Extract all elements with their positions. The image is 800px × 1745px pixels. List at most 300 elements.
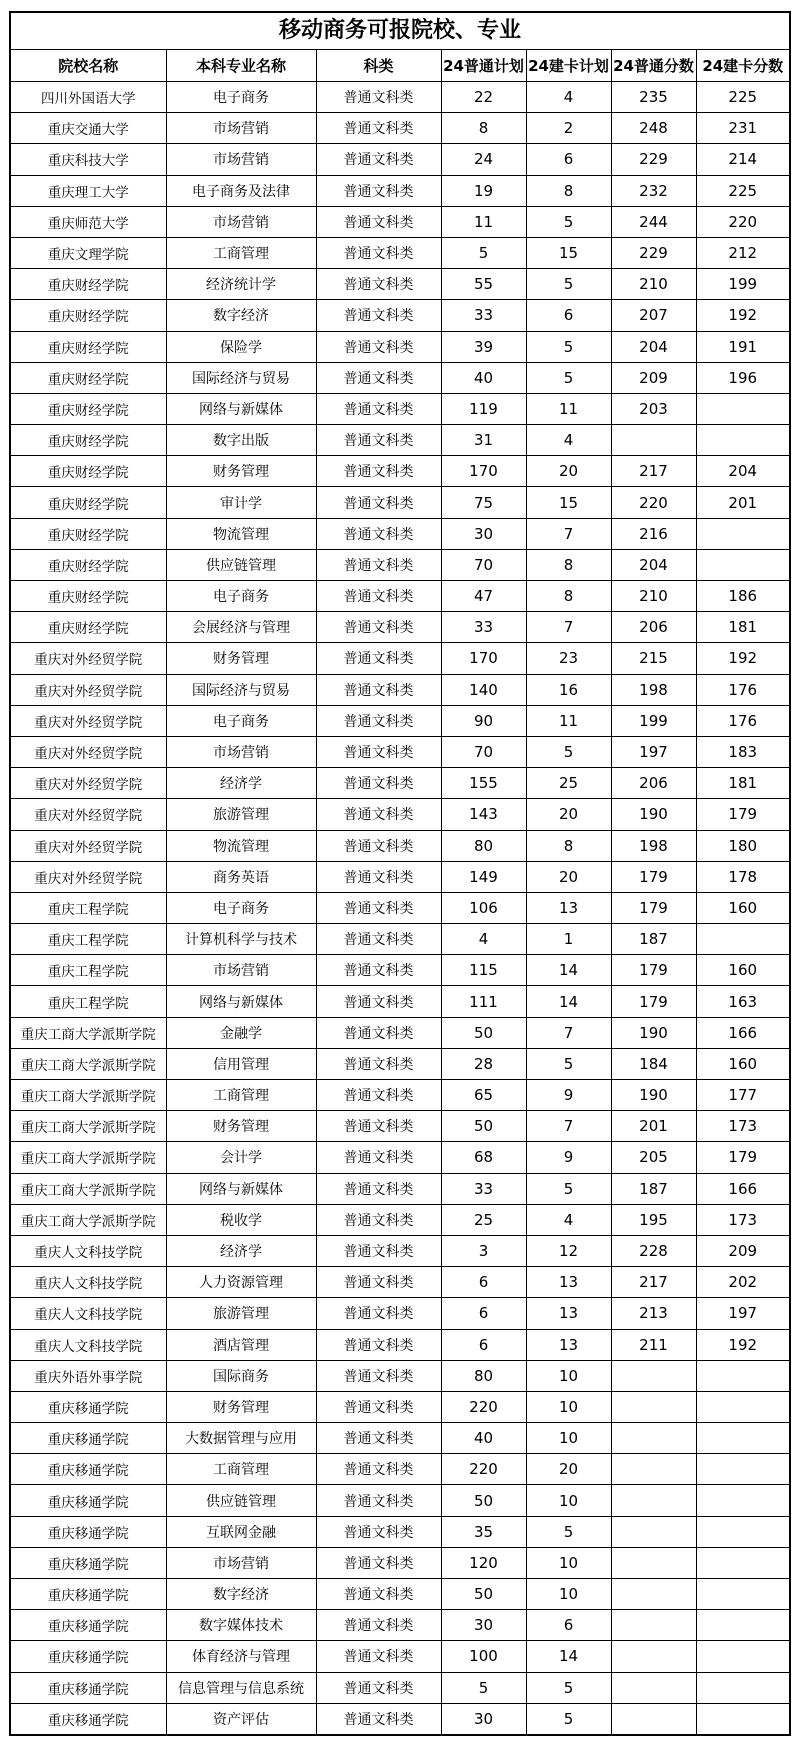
regular-plan-cell: 22: [441, 82, 526, 113]
regular-score-cell: 187: [611, 924, 696, 955]
regular-score-cell: 195: [611, 1204, 696, 1235]
regular-score-cell: [611, 1423, 696, 1454]
card-score-cell: 173: [696, 1111, 789, 1142]
card-score-cell: 199: [696, 269, 789, 300]
school-cell: 重庆财经学院: [11, 300, 166, 331]
card-score-cell: 183: [696, 736, 789, 767]
regular-plan-cell: 65: [441, 1080, 526, 1111]
regular-score-cell: [611, 1360, 696, 1391]
regular-score-cell: 201: [611, 1111, 696, 1142]
regular-plan-cell: 170: [441, 643, 526, 674]
card-plan-cell: 14: [526, 986, 611, 1017]
category-cell: 普通文科类: [316, 1360, 441, 1391]
header-major: 本科专业名称: [166, 50, 316, 82]
card-score-cell: 181: [696, 768, 789, 799]
card-plan-cell: 10: [526, 1579, 611, 1610]
card-score-cell: [696, 1547, 789, 1578]
regular-plan-cell: 75: [441, 487, 526, 518]
regular-score-cell: 179: [611, 892, 696, 923]
card-plan-cell: 13: [526, 1267, 611, 1298]
regular-score-cell: 217: [611, 1267, 696, 1298]
regular-plan-cell: 140: [441, 674, 526, 705]
regular-plan-cell: 30: [441, 1703, 526, 1734]
category-cell: 普通文科类: [316, 1672, 441, 1703]
category-cell: 普通文科类: [316, 113, 441, 144]
header-card-plan: 24建卡计划: [526, 50, 611, 82]
major-cell: 商务英语: [166, 861, 316, 892]
card-plan-cell: 5: [526, 331, 611, 362]
regular-score-cell: 179: [611, 955, 696, 986]
category-cell: 普通文科类: [316, 830, 441, 861]
table-row: [11, 362, 789, 393]
regular-plan-cell: 6: [441, 1329, 526, 1360]
card-plan-cell: 10: [526, 1547, 611, 1578]
regular-plan-cell: 19: [441, 175, 526, 206]
regular-score-cell: 232: [611, 175, 696, 206]
regular-score-cell: 215: [611, 643, 696, 674]
card-score-cell: 160: [696, 955, 789, 986]
regular-plan-cell: 170: [441, 456, 526, 487]
major-cell: 大数据管理与应用: [166, 1423, 316, 1454]
regular-score-cell: 217: [611, 456, 696, 487]
table-row: [11, 1360, 789, 1391]
table-row: [11, 1423, 789, 1454]
regular-plan-cell: 39: [441, 331, 526, 362]
card-score-cell: 177: [696, 1080, 789, 1111]
school-cell: 重庆对外经贸学院: [11, 768, 166, 799]
admission-table-sheet: [9, 11, 791, 1736]
school-cell: 重庆文理学院: [11, 237, 166, 268]
category-cell: 普通文科类: [316, 1703, 441, 1734]
school-cell: 重庆人文科技学院: [11, 1267, 166, 1298]
table-row: [11, 1485, 789, 1516]
card-score-cell: [696, 1672, 789, 1703]
table-row: [11, 1235, 789, 1266]
regular-score-cell: [611, 1610, 696, 1641]
card-plan-cell: 20: [526, 1454, 611, 1485]
table-title: 移动商务可报院校、专业: [11, 13, 789, 50]
card-plan-cell: 7: [526, 612, 611, 643]
category-cell: 普通文科类: [316, 425, 441, 456]
table-row: [11, 1454, 789, 1485]
card-plan-cell: 8: [526, 175, 611, 206]
card-score-cell: [696, 1454, 789, 1485]
card-plan-cell: 5: [526, 1703, 611, 1734]
major-cell: 人力资源管理: [166, 1267, 316, 1298]
regular-plan-cell: 4: [441, 924, 526, 955]
category-cell: 普通文科类: [316, 705, 441, 736]
card-score-cell: [696, 425, 789, 456]
regular-score-cell: [611, 1547, 696, 1578]
school-cell: 重庆财经学院: [11, 612, 166, 643]
table-row: [11, 1142, 789, 1173]
regular-score-cell: 204: [611, 549, 696, 580]
card-score-cell: [696, 1641, 789, 1672]
table-row: [11, 1080, 789, 1111]
major-cell: 经济学: [166, 1235, 316, 1266]
school-cell: 重庆移通学院: [11, 1610, 166, 1641]
category-cell: 普通文科类: [316, 549, 441, 580]
regular-score-cell: 210: [611, 269, 696, 300]
card-score-cell: [696, 1391, 789, 1422]
major-cell: 保险学: [166, 331, 316, 362]
table-row: [11, 1329, 789, 1360]
admission-table: [11, 50, 789, 1734]
table-row: [11, 861, 789, 892]
regular-score-cell: 220: [611, 487, 696, 518]
school-cell: 重庆财经学院: [11, 425, 166, 456]
regular-score-cell: 199: [611, 705, 696, 736]
major-cell: 市场营销: [166, 206, 316, 237]
category-cell: 普通文科类: [316, 1267, 441, 1298]
regular-score-cell: 235: [611, 82, 696, 113]
category-cell: 普通文科类: [316, 1641, 441, 1672]
card-score-cell: 178: [696, 861, 789, 892]
table-row: [11, 768, 789, 799]
regular-plan-cell: 143: [441, 799, 526, 830]
table-row: [11, 393, 789, 424]
table-row: [11, 1516, 789, 1547]
school-cell: 重庆财经学院: [11, 331, 166, 362]
card-plan-cell: 2: [526, 113, 611, 144]
card-plan-cell: 9: [526, 1142, 611, 1173]
card-score-cell: 201: [696, 487, 789, 518]
card-score-cell: 173: [696, 1204, 789, 1235]
school-cell: 重庆工商大学派斯学院: [11, 1017, 166, 1048]
major-cell: 财务管理: [166, 643, 316, 674]
table-row: [11, 237, 789, 268]
regular-plan-cell: 70: [441, 549, 526, 580]
school-cell: 重庆对外经贸学院: [11, 861, 166, 892]
regular-plan-cell: 5: [441, 237, 526, 268]
school-cell: 重庆财经学院: [11, 487, 166, 518]
school-cell: 重庆工商大学派斯学院: [11, 1204, 166, 1235]
card-plan-cell: 25: [526, 768, 611, 799]
card-plan-cell: 20: [526, 861, 611, 892]
regular-plan-cell: 33: [441, 1173, 526, 1204]
regular-score-cell: 207: [611, 300, 696, 331]
category-cell: 普通文科类: [316, 581, 441, 612]
major-cell: 经济学: [166, 768, 316, 799]
school-cell: 重庆工商大学派斯学院: [11, 1080, 166, 1111]
category-cell: 普通文科类: [316, 612, 441, 643]
major-cell: 物流管理: [166, 830, 316, 861]
school-cell: 重庆移通学院: [11, 1423, 166, 1454]
regular-score-cell: 197: [611, 736, 696, 767]
school-cell: 重庆移通学院: [11, 1516, 166, 1547]
category-cell: 普通文科类: [316, 82, 441, 113]
category-cell: 普通文科类: [316, 1516, 441, 1547]
school-cell: 重庆移通学院: [11, 1391, 166, 1422]
category-cell: 普通文科类: [316, 518, 441, 549]
major-cell: 体育经济与管理: [166, 1641, 316, 1672]
regular-score-cell: 229: [611, 237, 696, 268]
category-cell: 普通文科类: [316, 924, 441, 955]
card-plan-cell: 9: [526, 1080, 611, 1111]
regular-score-cell: [611, 1454, 696, 1485]
category-cell: 普通文科类: [316, 487, 441, 518]
table-row: [11, 518, 789, 549]
card-score-cell: 220: [696, 206, 789, 237]
regular-score-cell: [611, 1485, 696, 1516]
school-cell: 重庆理工大学: [11, 175, 166, 206]
regular-plan-cell: 80: [441, 830, 526, 861]
table-row: [11, 612, 789, 643]
table-row: [11, 1267, 789, 1298]
table-row: [11, 581, 789, 612]
regular-score-cell: 184: [611, 1048, 696, 1079]
major-cell: 资产评估: [166, 1703, 316, 1734]
card-plan-cell: 20: [526, 799, 611, 830]
major-cell: 工商管理: [166, 237, 316, 268]
card-plan-cell: 8: [526, 549, 611, 580]
category-cell: 普通文科类: [316, 362, 441, 393]
regular-score-cell: 187: [611, 1173, 696, 1204]
card-plan-cell: 4: [526, 82, 611, 113]
category-cell: 普通文科类: [316, 643, 441, 674]
category-cell: 普通文科类: [316, 1298, 441, 1329]
regular-score-cell: 211: [611, 1329, 696, 1360]
category-cell: 普通文科类: [316, 1204, 441, 1235]
category-cell: 普通文科类: [316, 1547, 441, 1578]
card-score-cell: 181: [696, 612, 789, 643]
table-row: [11, 1579, 789, 1610]
card-score-cell: [696, 1610, 789, 1641]
school-cell: 重庆财经学院: [11, 269, 166, 300]
category-cell: 普通文科类: [316, 1080, 441, 1111]
category-cell: 普通文科类: [316, 300, 441, 331]
school-cell: 重庆对外经贸学院: [11, 736, 166, 767]
regular-plan-cell: 115: [441, 955, 526, 986]
school-cell: 重庆外语外事学院: [11, 1360, 166, 1391]
card-plan-cell: 11: [526, 393, 611, 424]
table-row: [11, 1391, 789, 1422]
table-row: [11, 1672, 789, 1703]
regular-plan-cell: 220: [441, 1454, 526, 1485]
school-cell: 重庆移通学院: [11, 1485, 166, 1516]
card-score-cell: [696, 1703, 789, 1734]
table-body: [11, 82, 789, 1734]
major-cell: 金融学: [166, 1017, 316, 1048]
regular-score-cell: [611, 1672, 696, 1703]
regular-score-cell: [611, 1641, 696, 1672]
regular-score-cell: 213: [611, 1298, 696, 1329]
card-plan-cell: 8: [526, 830, 611, 861]
major-cell: 物流管理: [166, 518, 316, 549]
school-cell: 重庆工商大学派斯学院: [11, 1111, 166, 1142]
regular-score-cell: 206: [611, 768, 696, 799]
header-row: [11, 50, 789, 82]
category-cell: 普通文科类: [316, 1111, 441, 1142]
regular-plan-cell: 30: [441, 1610, 526, 1641]
category-cell: 普通文科类: [316, 1173, 441, 1204]
major-cell: 市场营销: [166, 113, 316, 144]
regular-plan-cell: 28: [441, 1048, 526, 1079]
card-score-cell: [696, 518, 789, 549]
table-row: [11, 1298, 789, 1329]
card-plan-cell: 5: [526, 1516, 611, 1547]
school-cell: 重庆科技大学: [11, 144, 166, 175]
regular-plan-cell: 120: [441, 1547, 526, 1578]
card-score-cell: 160: [696, 892, 789, 923]
card-score-cell: 180: [696, 830, 789, 861]
category-cell: 普通文科类: [316, 674, 441, 705]
category-cell: 普通文科类: [316, 456, 441, 487]
major-cell: 旅游管理: [166, 799, 316, 830]
table-row: [11, 1111, 789, 1142]
regular-plan-cell: 55: [441, 269, 526, 300]
major-cell: 国际经济与贸易: [166, 362, 316, 393]
regular-plan-cell: 40: [441, 1423, 526, 1454]
regular-score-cell: [611, 1391, 696, 1422]
header-regular-score: 24普通分数: [611, 50, 696, 82]
regular-score-cell: 190: [611, 799, 696, 830]
regular-plan-cell: 111: [441, 986, 526, 1017]
card-plan-cell: 13: [526, 1329, 611, 1360]
card-plan-cell: 7: [526, 1017, 611, 1048]
regular-plan-cell: 5: [441, 1672, 526, 1703]
category-cell: 普通文科类: [316, 1142, 441, 1173]
major-cell: 审计学: [166, 487, 316, 518]
card-score-cell: 192: [696, 643, 789, 674]
table-row: [11, 924, 789, 955]
major-cell: 市场营销: [166, 736, 316, 767]
table-row: [11, 1547, 789, 1578]
major-cell: 网络与新媒体: [166, 986, 316, 1017]
card-plan-cell: 5: [526, 362, 611, 393]
card-score-cell: 225: [696, 175, 789, 206]
regular-plan-cell: 80: [441, 1360, 526, 1391]
major-cell: 数字经济: [166, 1579, 316, 1610]
category-cell: 普通文科类: [316, 986, 441, 1017]
regular-plan-cell: 50: [441, 1485, 526, 1516]
school-cell: 重庆对外经贸学院: [11, 705, 166, 736]
card-score-cell: [696, 1423, 789, 1454]
major-cell: 电子商务: [166, 82, 316, 113]
card-plan-cell: 10: [526, 1485, 611, 1516]
table-row: [11, 986, 789, 1017]
regular-plan-cell: 25: [441, 1204, 526, 1235]
major-cell: 财务管理: [166, 456, 316, 487]
major-cell: 财务管理: [166, 1391, 316, 1422]
table-row: [11, 331, 789, 362]
school-cell: 重庆工商大学派斯学院: [11, 1142, 166, 1173]
card-score-cell: 166: [696, 1173, 789, 1204]
category-cell: 普通文科类: [316, 175, 441, 206]
major-cell: 电子商务: [166, 581, 316, 612]
major-cell: 市场营销: [166, 144, 316, 175]
school-cell: 重庆工程学院: [11, 924, 166, 955]
regular-plan-cell: 33: [441, 300, 526, 331]
major-cell: 信息管理与信息系统: [166, 1672, 316, 1703]
school-cell: 重庆财经学院: [11, 456, 166, 487]
card-score-cell: 192: [696, 300, 789, 331]
category-cell: 普通文科类: [316, 1610, 441, 1641]
table-row: [11, 1703, 789, 1734]
regular-plan-cell: 100: [441, 1641, 526, 1672]
card-score-cell: 204: [696, 456, 789, 487]
table-row: [11, 113, 789, 144]
category-cell: 普通文科类: [316, 799, 441, 830]
regular-score-cell: [611, 1579, 696, 1610]
regular-plan-cell: 33: [441, 612, 526, 643]
card-score-cell: 209: [696, 1235, 789, 1266]
school-cell: 重庆移通学院: [11, 1672, 166, 1703]
table-row: [11, 1048, 789, 1079]
regular-score-cell: 179: [611, 861, 696, 892]
card-score-cell: 191: [696, 331, 789, 362]
header-regular-plan: 24普通计划: [441, 50, 526, 82]
table-row: [11, 674, 789, 705]
regular-score-cell: 228: [611, 1235, 696, 1266]
table-row: [11, 799, 789, 830]
regular-plan-cell: 90: [441, 705, 526, 736]
category-cell: 普通文科类: [316, 1235, 441, 1266]
regular-plan-cell: 24: [441, 144, 526, 175]
card-plan-cell: 14: [526, 955, 611, 986]
regular-score-cell: 198: [611, 674, 696, 705]
school-cell: 重庆交通大学: [11, 113, 166, 144]
school-cell: 重庆工程学院: [11, 955, 166, 986]
card-plan-cell: 6: [526, 144, 611, 175]
major-cell: 税收学: [166, 1204, 316, 1235]
card-plan-cell: 5: [526, 206, 611, 237]
regular-score-cell: [611, 425, 696, 456]
regular-score-cell: 203: [611, 393, 696, 424]
regular-plan-cell: 8: [441, 113, 526, 144]
card-plan-cell: 5: [526, 269, 611, 300]
table-row: [11, 487, 789, 518]
major-cell: 数字经济: [166, 300, 316, 331]
major-cell: 供应链管理: [166, 549, 316, 580]
school-cell: 重庆人文科技学院: [11, 1235, 166, 1266]
card-score-cell: 176: [696, 674, 789, 705]
major-cell: 网络与新媒体: [166, 393, 316, 424]
card-plan-cell: 8: [526, 581, 611, 612]
card-plan-cell: 12: [526, 1235, 611, 1266]
regular-plan-cell: 50: [441, 1017, 526, 1048]
table-row: [11, 456, 789, 487]
major-cell: 数字出版: [166, 425, 316, 456]
card-score-cell: 160: [696, 1048, 789, 1079]
school-cell: 四川外国语大学: [11, 82, 166, 113]
category-cell: 普通文科类: [316, 1454, 441, 1485]
major-cell: 电子商务: [166, 705, 316, 736]
regular-plan-cell: 50: [441, 1111, 526, 1142]
category-cell: 普通文科类: [316, 237, 441, 268]
card-plan-cell: 11: [526, 705, 611, 736]
card-plan-cell: 6: [526, 300, 611, 331]
card-plan-cell: 7: [526, 518, 611, 549]
regular-score-cell: 206: [611, 612, 696, 643]
table-row: [11, 425, 789, 456]
regular-plan-cell: 70: [441, 736, 526, 767]
major-cell: 信用管理: [166, 1048, 316, 1079]
regular-score-cell: 244: [611, 206, 696, 237]
category-cell: 普通文科类: [316, 736, 441, 767]
regular-plan-cell: 31: [441, 425, 526, 456]
table-row: [11, 955, 789, 986]
regular-plan-cell: 50: [441, 1579, 526, 1610]
major-cell: 工商管理: [166, 1080, 316, 1111]
regular-score-cell: 248: [611, 113, 696, 144]
major-cell: 电子商务: [166, 892, 316, 923]
school-cell: 重庆移通学院: [11, 1547, 166, 1578]
major-cell: 市场营销: [166, 955, 316, 986]
category-cell: 普通文科类: [316, 955, 441, 986]
school-cell: 重庆财经学院: [11, 581, 166, 612]
regular-plan-cell: 149: [441, 861, 526, 892]
